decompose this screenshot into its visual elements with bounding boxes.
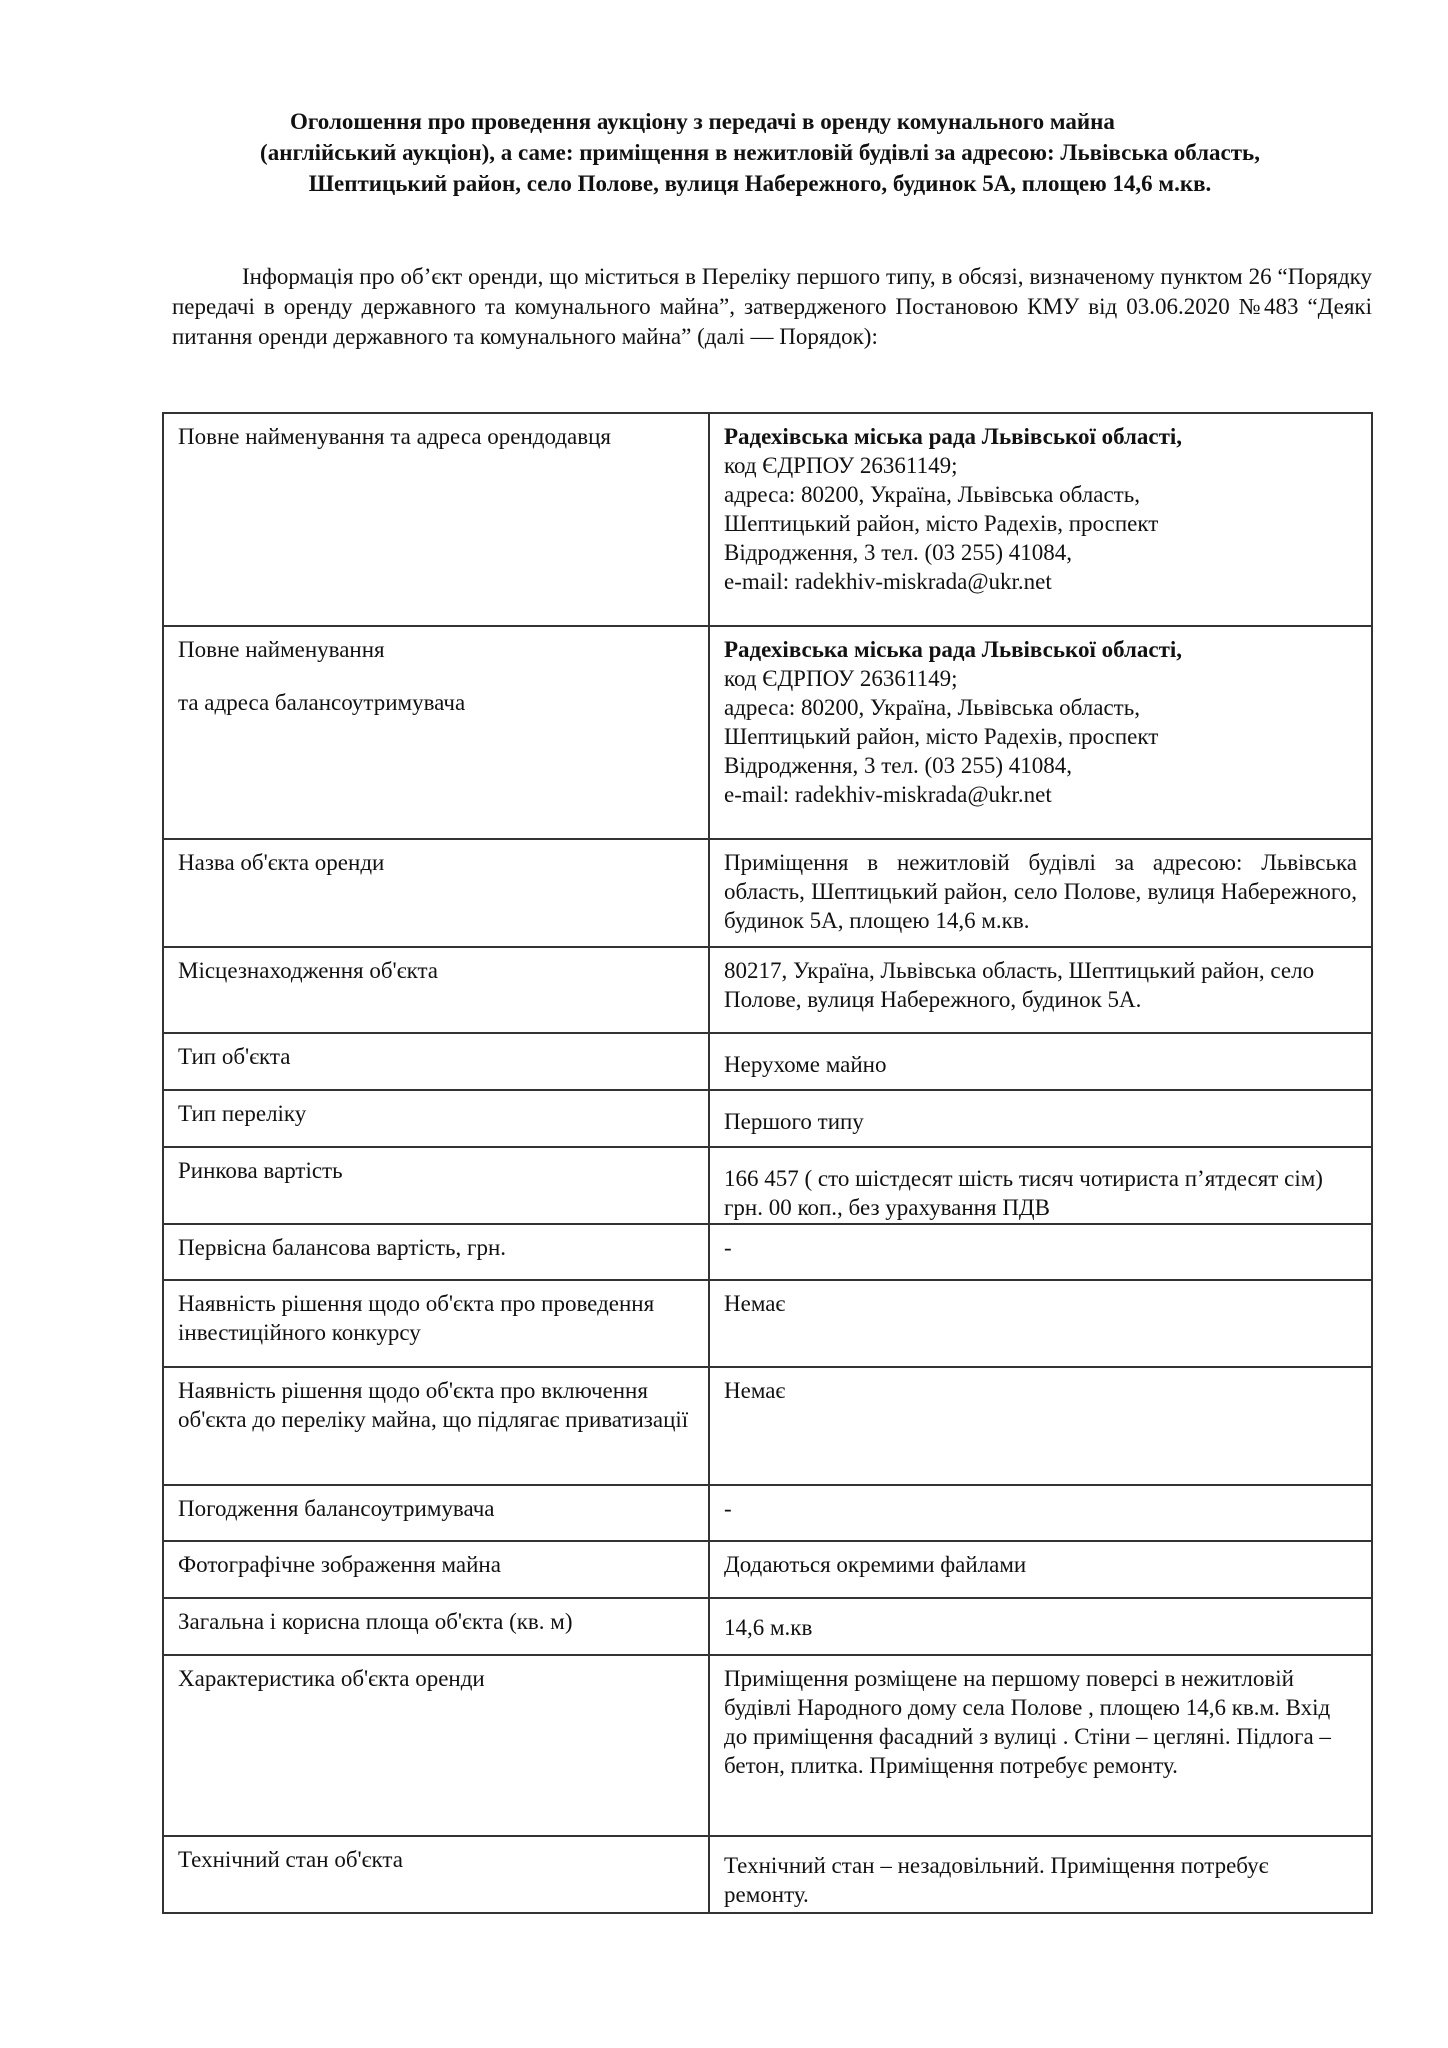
row-value: Приміщення розміщене на першому поверсі в нежитловій будівлі Народного дому села Полове , площею 14,6 кв.м. Вхід до приміщення фасадний з вулиці . Стіни – цегляні. Підлога – бетон, плитка. Приміщення потребує ремонту.	[709, 1655, 1372, 1836]
row-label: Повне найменування та адреса орендодавця	[163, 413, 709, 626]
table-row	[163, 947, 1372, 1033]
table-row	[163, 1147, 1372, 1224]
lessor-address-2: Шептицький район, місто Радехів, проспект	[724, 511, 1159, 536]
row-value: -	[709, 1224, 1372, 1280]
table-row	[163, 839, 1372, 947]
property-info-table	[162, 412, 1373, 1914]
holder-email: e-mail: radekhiv-miskrada@ukr.net	[724, 782, 1052, 807]
row-label: Наявність рішення щодо об'єкта про включення об'єкта до переліку майна, що підлягає приватизації	[163, 1367, 709, 1485]
row-label: Місцезнаходження об'єкта	[163, 947, 709, 1033]
row-value: 80217, Україна, Львівська область, Шептицький район, село Полове, вулиця Набережного, будинок 5А.	[709, 947, 1372, 1033]
table-row	[163, 1367, 1372, 1485]
row-value: Приміщення в нежитловій будівлі за адресою: Львівська область, Шептицький район, село Полове, вулиця Набережного, будинок 5А, площею 14,6 м.кв.	[709, 839, 1372, 947]
holder-address-3: Відродження, 3 тел. (03 255) 41084,	[724, 753, 1073, 778]
row-value: Додаються окремими файлами	[709, 1541, 1372, 1598]
row-label: Характеристика об'єкта оренди	[163, 1655, 709, 1836]
intro-paragraph	[172, 262, 1372, 352]
holder-address-1: адреса: 80200, Україна, Львівська область,	[724, 695, 1140, 720]
row-label: Первісна балансова вартість, грн.	[163, 1224, 709, 1280]
label-line: та адреса балансоутримувача	[178, 690, 466, 715]
row-label: Назва об'єкта оренди	[163, 839, 709, 947]
table-row	[163, 1541, 1372, 1598]
row-label	[163, 626, 709, 839]
lessor-email: e-mail: radekhiv-miskrada@ukr.net	[724, 569, 1052, 594]
lessor-address-1: адреса: 80200, Україна, Львівська область,	[724, 482, 1140, 507]
row-label: Загальна і корисна площа об'єкта (кв. м)	[163, 1598, 709, 1655]
table-row	[163, 626, 1372, 839]
row-label: Тип переліку	[163, 1090, 709, 1147]
table-row	[163, 1655, 1372, 1836]
table-row	[163, 1598, 1372, 1655]
row-value: 14,6 м.кв	[709, 1598, 1372, 1655]
document-title	[200, 106, 1320, 199]
table-row	[163, 1224, 1372, 1280]
lessor-code: код ЄДРПОУ 26361149;	[724, 453, 958, 478]
lessor-address-3: Відродження, 3 тел. (03 255) 41084,	[724, 540, 1073, 565]
row-label: Фотографічне зображення майна	[163, 1541, 709, 1598]
holder-code: код ЄДРПОУ 26361149;	[724, 666, 958, 691]
row-label: Наявність рішення щодо об'єкта про проведення інвестиційного конкурсу	[163, 1280, 709, 1367]
row-label: Погодження балансоутримувача	[163, 1485, 709, 1541]
table-row	[163, 1485, 1372, 1541]
table-row	[163, 413, 1372, 626]
row-label: Технічний стан об'єкта	[163, 1836, 709, 1913]
row-value: Першого типу	[709, 1090, 1372, 1147]
row-value: -	[709, 1485, 1372, 1541]
label-line: Повне найменування	[178, 637, 385, 662]
row-value: Нерухоме майно	[709, 1033, 1372, 1090]
row-label: Тип об'єкта	[163, 1033, 709, 1090]
holder-address-2: Шептицький район, місто Радехів, проспект	[724, 724, 1159, 749]
table-row	[163, 1090, 1372, 1147]
title-rest: (англійський аукціон), а саме: приміщення в нежитловій будівлі за адресою: Львівська область, Шептицький район, село Полове, вулиця Набережного, будинок 5А, площею 14,6 м.кв.	[260, 140, 1260, 196]
row-value: Немає	[709, 1367, 1372, 1485]
table-row	[163, 1033, 1372, 1090]
row-value	[709, 626, 1372, 839]
row-value: Технічний стан – незадовільний. Приміщення потребує ремонту.	[709, 1836, 1372, 1913]
row-label: Ринкова вартість	[163, 1147, 709, 1224]
table-row	[163, 1280, 1372, 1367]
holder-name: Радехівська міська рада Львівської області,	[724, 637, 1183, 662]
row-value: 166 457 ( сто шістдесят шість тисяч чотириста п’ятдесят сім) грн. 00 коп., без урахування ПДВ	[709, 1147, 1372, 1224]
table-row	[163, 1836, 1372, 1913]
lessor-name: Радехівська міська рада Львівської області,	[724, 424, 1183, 449]
row-value: Немає	[709, 1280, 1372, 1367]
row-value	[709, 413, 1372, 626]
intro-text: Інформація про об’єкт оренди, що міститься в Переліку першого типу, в обсязі, визначеному пунктом 26 “Порядку передачі в оренду державного та комунального майна”, затвердженого Постановою КМУ від 03.06.2020 №483 “Деякі питання оренди державного та комунального майна” (далі — Порядок):	[172, 264, 1372, 349]
title-line-1: Оголошення про проведення аукціону з передачі в оренду комунального майна	[290, 109, 1115, 134]
